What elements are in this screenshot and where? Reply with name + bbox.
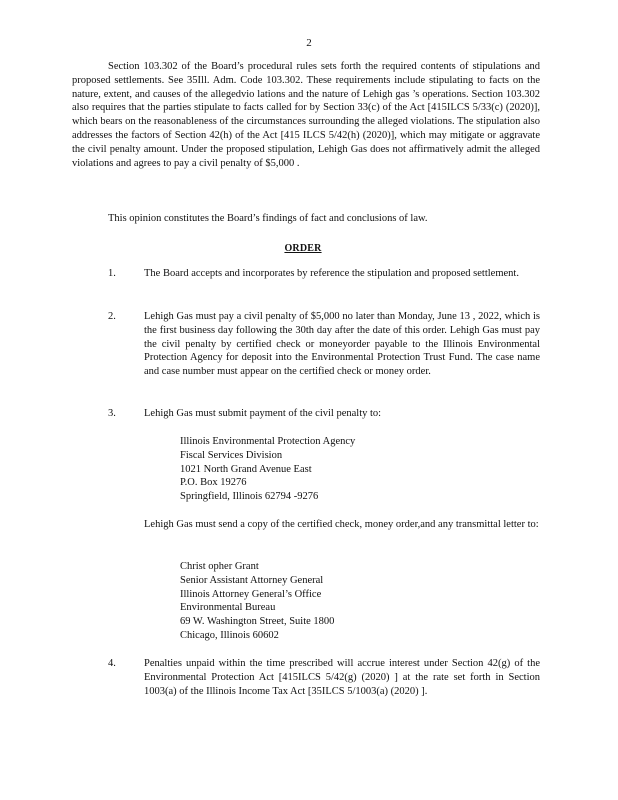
order-heading-text: ORDER [284, 243, 322, 254]
address-line: Springfield, Illinois 62794 -9276 [180, 491, 319, 503]
item-number: 3. [108, 408, 116, 419]
payment-address [180, 435, 500, 504]
address-line: Fiscal Services Division [180, 449, 283, 461]
address-line: Illinois Attorney General’s Office [180, 588, 322, 600]
item-text: Penalties unpaid within the time prescribed will accrue interest under Section 42(g) of the Environmental Protection Act [415ILCS 5/42(g) (2020) ] at the rate set forth in Section 1003(a) of the Illinois Income Tax Act [35ILCS 5/1003(a) (2020) ]. [144, 658, 540, 697]
address-line: P.O. Box 19276 [180, 477, 247, 489]
item-text: The Board accepts and incorporates by reference the stipulation and proposed settlement. [144, 268, 519, 279]
address-line: Senior Assistant Attorney General [180, 574, 324, 586]
item-number: 1. [108, 268, 116, 279]
address-line: Environmental Bureau [180, 602, 276, 614]
attorney-address [180, 560, 500, 643]
intro-paragraph: Section 103.302 of the Board’s procedural rules sets forth the required contents of stipulations and proposed settlements. See 35Ill. Adm. Code 103.302. These requirements include stipulating to facts on the nature, extent, and causes of the allegedvio lations and the nature of Lehigh gas ’s operations. Section 103.302 also requires that the parties stipulate to facts called for by Section 33(c) of the Act [415ILCS 5/33(c) (2020)], which bears on the reasonableness of the circumstances surrounding the alleged violations. The stipulation also addresses the factors of Section 42(h) of the Act [415 ILCS 5/42(h) (2020)], which may mitigate or aggravate the civil penalty amount. Under the proposed stipulation, Lehigh Gas does not affirmatively admit the alleged violations and agrees to pay a civil penalty of $5,000 . [72, 61, 540, 169]
copy-instruction: Lehigh Gas must send a copy of the certified check, money order,and any transmittal letter to: [144, 519, 539, 530]
address-line: Chicago, Illinois 60602 [180, 629, 279, 641]
item-text: Lehigh Gas must pay a civil penalty of $5,000 no later than Monday, June 13 , 2022, which is the first business day following the 30th day after the date of this order. Lehigh Gas must pay the civil penalty by certified check or moneyorder payable to the Illinois Environmental Protection Agency for deposit into the Environmental Protection Trust Fund. The case name and case number must appear on the certified check or money order. [144, 311, 540, 378]
address-line: Illinois Environmental Protection Agency [180, 436, 356, 447]
item-number: 2. [108, 311, 116, 322]
findings-paragraph: This opinion constitutes the Board’s findings of fact and conclusions of law. [108, 213, 428, 224]
address-line: 1021 North Grand Avenue East [180, 463, 312, 475]
address-line: Christ opher Grant [180, 561, 259, 572]
order-heading [0, 242, 618, 256]
page-number: 2 [306, 37, 312, 49]
item-text: Lehigh Gas must submit payment of the civil penalty to: [144, 408, 382, 419]
item-number: 4. [108, 658, 116, 669]
address-line: 69 W. Washington Street, Suite 1800 [180, 616, 335, 628]
